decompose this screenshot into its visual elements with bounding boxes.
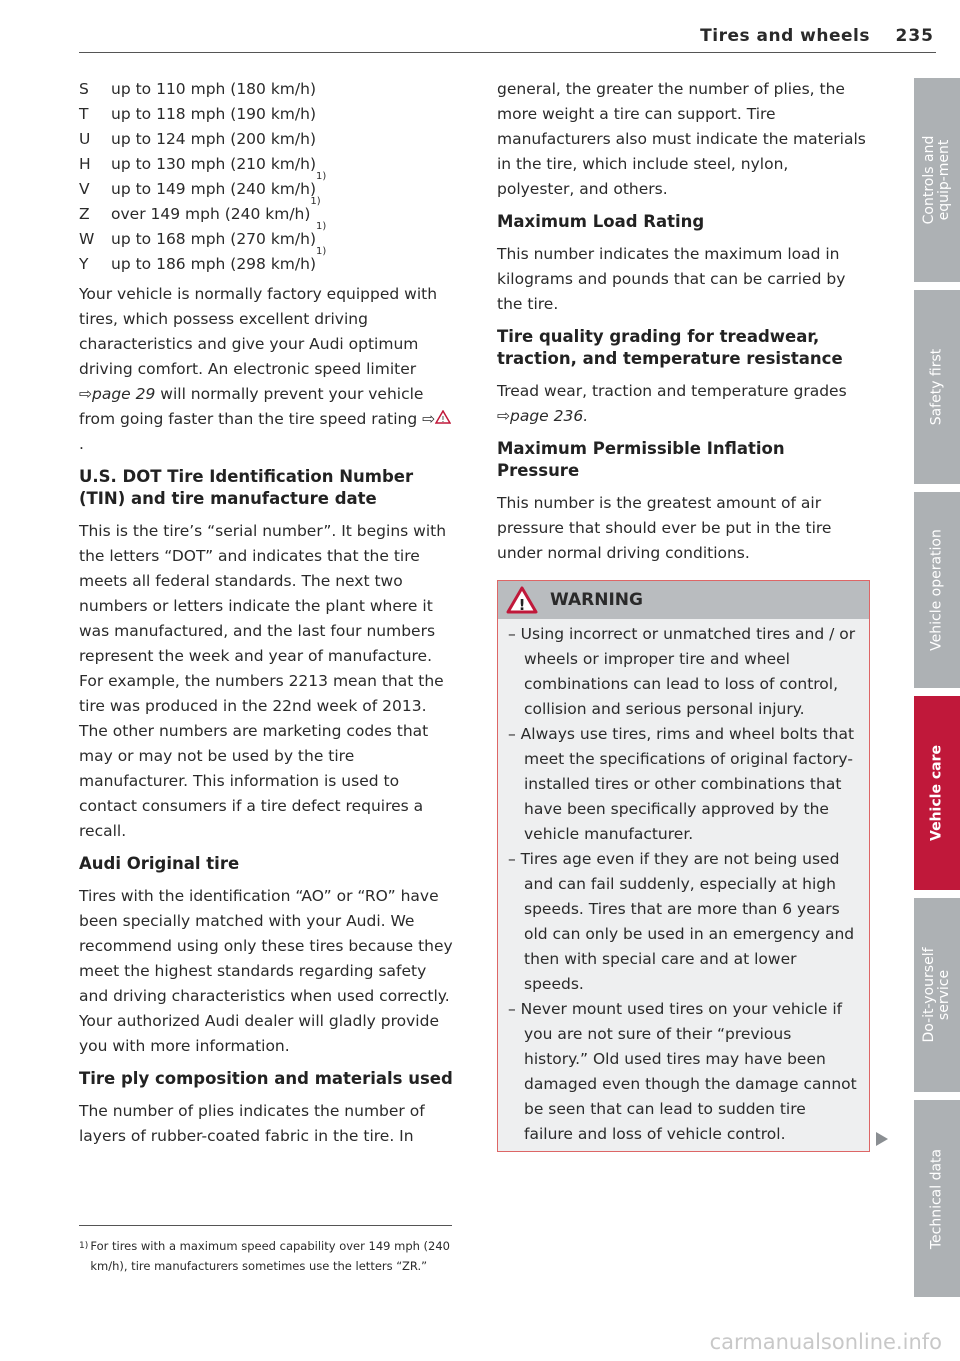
footnote-ref: 1) bbox=[316, 171, 327, 182]
tab-label: Do-it-yourself service bbox=[921, 947, 952, 1043]
left-column bbox=[79, 77, 454, 1158]
paragraph: Your vehicle is normally factory equipped with tires, which possess excellent driving characteristics and give your Audi optimum driving comfort. An electronic speed limiter ⇨page 29 will normally prevent your vehicle from going faster than the tire speed rating ⇨ ! . bbox=[79, 282, 454, 457]
speed-rating bbox=[79, 152, 454, 177]
rating-letter: W bbox=[79, 230, 95, 248]
rating-text: up to 168 mph (270 km/h) bbox=[111, 230, 317, 248]
footnote-ref: 1) bbox=[316, 246, 327, 257]
rating-text: over 149 mph (240 km/h) bbox=[111, 205, 311, 223]
paragraph: This number is the greatest amount of air pressure that should ever be put in the tire under normal driving conditions. bbox=[497, 494, 832, 562]
speed-rating bbox=[79, 127, 454, 152]
footnote bbox=[79, 1225, 452, 1276]
warning-triangle-icon bbox=[435, 410, 451, 424]
heading-ply: Tire ply composition and materials used bbox=[79, 1069, 453, 1088]
warning-title: WARNING bbox=[550, 589, 643, 610]
speed-rating bbox=[79, 102, 454, 127]
warning-box bbox=[497, 580, 870, 1152]
section-title: Tires and wheels bbox=[700, 26, 870, 46]
rating-letter: H bbox=[79, 155, 91, 173]
footnote-ref: 1) bbox=[310, 196, 321, 207]
rating-text: up to 130 mph (210 km/h) bbox=[111, 155, 317, 173]
speed-rating bbox=[79, 196, 454, 227]
paragraph: This is the tire’s “serial number”. It begins with the letters “DOT” and indicates that the tire meets all federal standards. The next two numbers or letters indicate the plant where it was manufactured, and the last four numbers represent the week and year of manufacture. For example, the numbers 2213 mean that the tire was produced in the 22nd week of 2013. The other numbers are marketing codes that may or may not be used by the tire manufacturer. This information is used to contact consumers if a tire defect requires a recall. bbox=[79, 522, 447, 840]
tab-technical-data[interactable] bbox=[914, 1100, 960, 1297]
page-link[interactable]: ⇨page 29 bbox=[79, 385, 156, 403]
svg-text:!: ! bbox=[441, 415, 445, 424]
tab-do-it-yourself-service[interactable] bbox=[914, 898, 960, 1092]
warning-item: – Never mount used tires on your vehicle if you are not sure of their “previous history.” Old used tires may have been damaged even though the damage cannot be seen that can lead to sudden tire failure and loss of vehicle control. bbox=[508, 1000, 857, 1143]
speed-rating bbox=[79, 246, 454, 277]
tab-vehicle-care[interactable] bbox=[914, 696, 960, 890]
text: Your vehicle is normally factory equipped with tires, which possess excellent driving characteristics and give your Audi optimum driving comfort. An electronic speed limiter bbox=[79, 285, 438, 378]
footnote-mark: 1) bbox=[79, 1241, 89, 1251]
rating-letter: T bbox=[79, 105, 89, 123]
text: will normally prevent your vehicle from going faster than the tire speed rating bbox=[79, 385, 424, 428]
rating-text: up to 118 mph (190 km/h) bbox=[111, 105, 317, 123]
paragraph: The number of plies indicates the number of layers of rubber-coated fabric in the tire. In bbox=[79, 1102, 425, 1145]
heading-quality: Tire quality grading for treadwear, traction, and temperature resistance bbox=[497, 327, 843, 368]
tab-label: Safety first bbox=[928, 348, 945, 426]
tab-safety-first[interactable] bbox=[914, 290, 960, 484]
page-header bbox=[79, 22, 936, 53]
warning-list bbox=[498, 619, 869, 1151]
tab-label: Vehicle operation bbox=[928, 529, 945, 651]
text: Tread wear, traction and temperature grades bbox=[497, 382, 847, 400]
tab-label: Controls and equip-ment bbox=[921, 135, 952, 225]
paragraph bbox=[497, 379, 870, 429]
rating-text: up to 186 mph (298 km/h) bbox=[111, 255, 317, 273]
tab-controls-and-equipment[interactable] bbox=[914, 78, 960, 282]
rating-letter: Z bbox=[79, 205, 90, 223]
rating-letter: Y bbox=[79, 255, 89, 273]
warning-item: – Using incorrect or unmatched tires and / or wheels or improper tire and wheel combinations can lead to loss of control, collision and serious personal injury. bbox=[508, 625, 856, 718]
heading-audi-original: Audi Original tire bbox=[79, 854, 240, 873]
speed-rating bbox=[79, 221, 454, 252]
footnote-ref: 1) bbox=[316, 221, 327, 232]
rating-letter: V bbox=[79, 180, 90, 198]
warning-item: – Tires age even if they are not being used and can fail suddenly, especially at high speeds. Tires that are more than 6 years old can only be used in an emergency and then with special care and at lower speeds. bbox=[508, 850, 855, 993]
tab-label: Technical data bbox=[928, 1148, 945, 1249]
page-link[interactable]: ⇨page 236. bbox=[497, 407, 589, 425]
warning-header bbox=[498, 581, 869, 619]
heading-tin: U.S. DOT Tire Identification Number (TIN) and tire manufacture date bbox=[79, 467, 414, 508]
svg-text:!: ! bbox=[518, 596, 526, 614]
rating-letter: S bbox=[79, 80, 89, 98]
paragraph: This number indicates the maximum load in kilograms and pounds that can be carried by the tire. bbox=[497, 245, 846, 313]
rating-text: up to 110 mph (180 km/h) bbox=[111, 80, 317, 98]
warning-triangle-icon bbox=[506, 586, 538, 614]
page-number: 235 bbox=[895, 26, 934, 46]
warning-ref-arrow[interactable]: ⇨ bbox=[422, 410, 436, 428]
tab-label: Vehicle care bbox=[928, 745, 945, 841]
tab-vehicle-operation[interactable] bbox=[914, 492, 960, 688]
speed-rating-list bbox=[79, 77, 454, 277]
speed-rating bbox=[79, 77, 454, 102]
heading-inflation: Maximum Permissible Inflation Pressure bbox=[497, 439, 785, 480]
rating-text: up to 149 mph (240 km/h) bbox=[111, 180, 317, 198]
heading-load: Maximum Load Rating bbox=[497, 212, 705, 231]
warning-item: – Always use tires, rims and wheel bolts that meet the specifications of original factory-installed tires or other combinations that have been specifically approved by the vehicle manufacturer. bbox=[508, 725, 855, 843]
right-column bbox=[497, 77, 870, 1152]
watermark: carmanualsonline.info bbox=[709, 1330, 942, 1354]
rating-letter: U bbox=[79, 130, 91, 148]
footnote-text: For tires with a maximum speed capability over 149 mph (240 km/h), tire manufacturers sometimes use the letters “ZR.” bbox=[90, 1239, 450, 1273]
speed-rating bbox=[79, 171, 454, 202]
continue-arrow-icon bbox=[876, 1132, 888, 1146]
paragraph: general, the greater the number of plies, the more weight a tire can support. Tire manufacturers also must indicate the materials in the tire, which include steel, nylon, polyester, and others. bbox=[497, 80, 866, 198]
paragraph: Tires with the identification “AO” or “RO” have been specially matched with your Audi. We recommend using only these tires because they meet the highest standards regarding safety and driving characteristics when used correctly. Your authorized Audi dealer will gladly provide you with more information. bbox=[79, 887, 453, 1055]
rating-text: up to 124 mph (200 km/h) bbox=[111, 130, 317, 148]
